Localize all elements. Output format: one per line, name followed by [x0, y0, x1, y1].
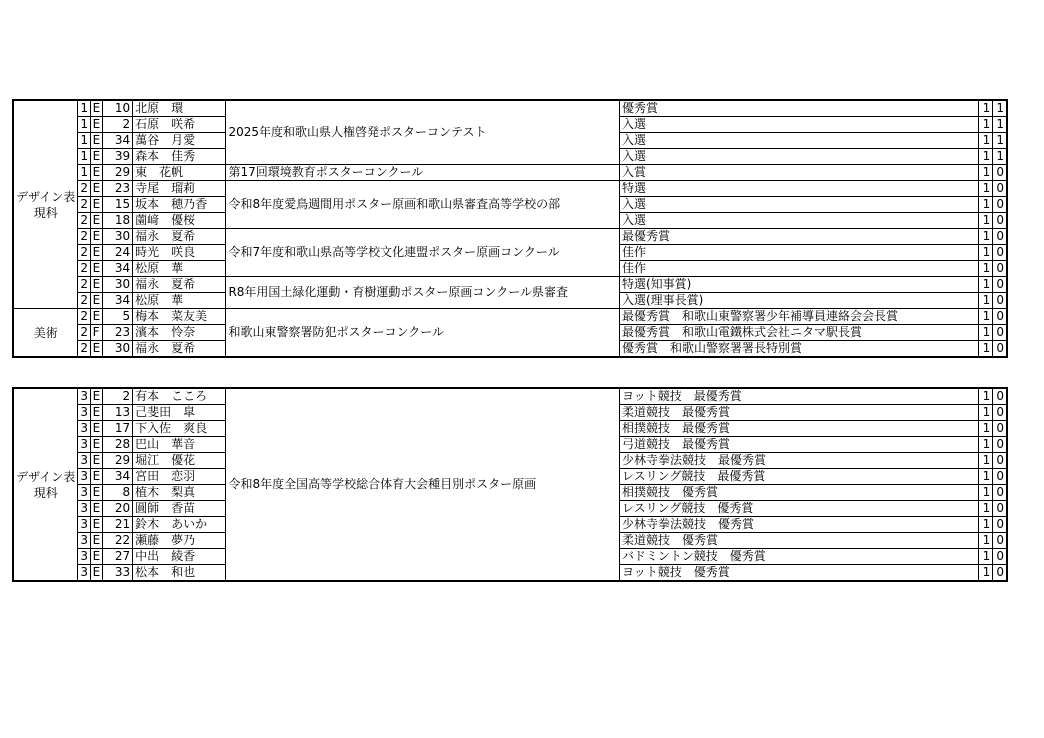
student-number-cell: 18 — [102, 213, 132, 229]
award-cell: 入選(理事長賞) — [619, 293, 978, 309]
student-number-cell: 29 — [102, 453, 132, 469]
student-name-cell: 堀江 優花 — [133, 453, 226, 469]
grade-cell: 3 — [78, 453, 90, 469]
award-cell: ヨット競技 優秀賞 — [619, 565, 978, 582]
award-cell: レスリング競技 優秀賞 — [619, 501, 978, 517]
table-row — [13, 229, 1007, 245]
student-number-cell: 24 — [102, 245, 132, 261]
flag-2-cell: 0 — [993, 501, 1007, 517]
grade-cell: 3 — [78, 405, 90, 421]
student-name-cell: 有本 こころ — [133, 388, 226, 405]
flag-1-cell: 1 — [979, 165, 993, 181]
student-name-cell: 圓師 香苗 — [133, 501, 226, 517]
flag-1-cell: 1 — [979, 469, 993, 485]
award-cell: 特選 — [619, 181, 978, 197]
student-number-cell: 29 — [102, 165, 132, 181]
class-cell: E — [90, 309, 102, 325]
grade-cell: 3 — [78, 517, 90, 533]
student-number-cell: 28 — [102, 437, 132, 453]
student-number-cell: 30 — [102, 229, 132, 245]
flag-1-cell: 1 — [979, 501, 993, 517]
flag-1-cell: 1 — [979, 405, 993, 421]
flag-1-cell: 1 — [979, 245, 993, 261]
award-cell: 少林寺拳法競技 最優秀賞 — [619, 453, 978, 469]
student-number-cell: 2 — [102, 388, 132, 405]
class-cell: E — [90, 197, 102, 213]
student-name-cell: 宮田 恋羽 — [133, 469, 226, 485]
contest-name-cell: 和歌山東警察署防犯ポスターコンクール — [226, 309, 620, 358]
grade-cell: 2 — [78, 293, 90, 309]
flag-1-cell: 1 — [979, 437, 993, 453]
award-cell: 入選 — [619, 117, 978, 133]
flag-1-cell: 1 — [979, 261, 993, 277]
contest-name-cell: 第17回環境教育ポスターコンクール — [226, 165, 620, 181]
flag-2-cell: 0 — [993, 197, 1007, 213]
flag-2-cell: 0 — [993, 229, 1007, 245]
grade-cell: 3 — [78, 469, 90, 485]
class-cell: E — [90, 277, 102, 293]
department-cell: デザイン表現科 — [13, 100, 78, 309]
student-name-cell: 森本 佳秀 — [133, 149, 226, 165]
student-name-cell: 松原 華 — [133, 293, 226, 309]
class-cell: E — [90, 165, 102, 181]
student-name-cell: 寺尾 瑠莉 — [133, 181, 226, 197]
award-cell: 最優秀賞 和歌山電鐵株式会社ニタマ駅長賞 — [619, 325, 978, 341]
flag-2-cell: 1 — [993, 100, 1007, 117]
grade-cell: 2 — [78, 277, 90, 293]
student-number-cell: 34 — [102, 261, 132, 277]
award-cell: 佳作 — [619, 261, 978, 277]
awards-table-2 — [12, 387, 1008, 582]
student-name-cell: 松原 華 — [133, 261, 226, 277]
student-number-cell: 2 — [102, 117, 132, 133]
contest-name-cell: 令和8年度全国高等学校総合体育大会種目別ポスター原画 — [226, 388, 620, 581]
award-cell: 入賞 — [619, 165, 978, 181]
flag-2-cell: 0 — [993, 565, 1007, 582]
flag-2-cell: 1 — [993, 149, 1007, 165]
department-cell: デザイン表現科 — [13, 388, 78, 581]
flag-2-cell: 0 — [993, 469, 1007, 485]
flag-2-cell: 0 — [993, 325, 1007, 341]
class-cell: E — [90, 213, 102, 229]
class-cell: E — [90, 117, 102, 133]
flag-2-cell: 0 — [993, 388, 1007, 405]
table-row — [13, 165, 1007, 181]
class-cell: E — [90, 405, 102, 421]
grade-cell: 3 — [78, 485, 90, 501]
student-number-cell: 13 — [102, 405, 132, 421]
student-number-cell: 33 — [102, 565, 132, 582]
student-name-cell: 中出 綾香 — [133, 549, 226, 565]
flag-2-cell: 0 — [993, 165, 1007, 181]
flag-2-cell: 0 — [993, 517, 1007, 533]
grade-cell: 3 — [78, 501, 90, 517]
flag-1-cell: 1 — [979, 485, 993, 501]
awards-table-1-body — [13, 100, 1007, 357]
class-cell: E — [90, 133, 102, 149]
flag-2-cell: 1 — [993, 117, 1007, 133]
award-cell: 弓道競技 最優秀賞 — [619, 437, 978, 453]
flag-1-cell: 1 — [979, 325, 993, 341]
class-cell: E — [90, 469, 102, 485]
flag-1-cell: 1 — [979, 421, 993, 437]
award-cell: 入選 — [619, 197, 978, 213]
grade-cell: 3 — [78, 549, 90, 565]
flag-1-cell: 1 — [979, 533, 993, 549]
award-cell: 相撲競技 優秀賞 — [619, 485, 978, 501]
flag-1-cell: 1 — [979, 133, 993, 149]
student-number-cell: 30 — [102, 341, 132, 358]
flag-2-cell: 0 — [993, 453, 1007, 469]
student-name-cell: 薗﨑 優桜 — [133, 213, 226, 229]
grade-cell: 1 — [78, 100, 90, 117]
flag-2-cell: 0 — [993, 405, 1007, 421]
class-cell: E — [90, 421, 102, 437]
student-number-cell: 23 — [102, 181, 132, 197]
student-number-cell: 23 — [102, 325, 132, 341]
grade-cell: 3 — [78, 437, 90, 453]
student-name-cell: 梅本 菜友美 — [133, 309, 226, 325]
grade-cell: 2 — [78, 261, 90, 277]
award-cell: 入選 — [619, 133, 978, 149]
student-number-cell: 20 — [102, 501, 132, 517]
student-name-cell: 巴山 華音 — [133, 437, 226, 453]
award-cell: 柔道競技 優秀賞 — [619, 533, 978, 549]
student-name-cell: 萬谷 月愛 — [133, 133, 226, 149]
class-cell: E — [90, 517, 102, 533]
flag-2-cell: 0 — [993, 277, 1007, 293]
grade-cell: 1 — [78, 165, 90, 181]
flag-2-cell: 0 — [993, 245, 1007, 261]
flag-1-cell: 1 — [979, 213, 993, 229]
student-name-cell: 鈴木 あいか — [133, 517, 226, 533]
student-number-cell: 10 — [102, 100, 132, 117]
grade-cell: 1 — [78, 117, 90, 133]
flag-1-cell: 1 — [979, 149, 993, 165]
class-cell: E — [90, 229, 102, 245]
table-row — [13, 388, 1007, 405]
class-cell: E — [90, 388, 102, 405]
award-cell: 少林寺拳法競技 優秀賞 — [619, 517, 978, 533]
flag-2-cell: 0 — [993, 341, 1007, 358]
table-row — [13, 277, 1007, 293]
award-cell: 佳作 — [619, 245, 978, 261]
student-name-cell: 福永 夏希 — [133, 341, 226, 358]
student-number-cell: 15 — [102, 197, 132, 213]
flag-2-cell: 0 — [993, 421, 1007, 437]
class-cell: F — [90, 325, 102, 341]
award-cell: 優秀賞 — [619, 100, 978, 117]
student-name-cell: 植木 梨真 — [133, 485, 226, 501]
table-row — [13, 100, 1007, 117]
class-cell: E — [90, 293, 102, 309]
student-number-cell: 17 — [102, 421, 132, 437]
student-name-cell: 時光 咲良 — [133, 245, 226, 261]
contest-name-cell: 2025年度和歌山県人権啓発ポスターコンテスト — [226, 100, 620, 165]
class-cell: E — [90, 549, 102, 565]
student-name-cell: 坂本 穂乃香 — [133, 197, 226, 213]
student-number-cell: 22 — [102, 533, 132, 549]
flag-2-cell: 0 — [993, 181, 1007, 197]
flag-1-cell: 1 — [979, 181, 993, 197]
student-name-cell: 石原 咲希 — [133, 117, 226, 133]
flag-2-cell: 0 — [993, 293, 1007, 309]
student-number-cell: 34 — [102, 133, 132, 149]
grade-cell: 2 — [78, 213, 90, 229]
class-cell: E — [90, 100, 102, 117]
class-cell: E — [90, 245, 102, 261]
award-cell: 優秀賞 和歌山警察署署長特別賞 — [619, 341, 978, 358]
class-cell: E — [90, 501, 102, 517]
grade-cell: 2 — [78, 245, 90, 261]
department-cell: 美術 — [13, 309, 78, 358]
flag-2-cell: 0 — [993, 533, 1007, 549]
grade-cell: 2 — [78, 229, 90, 245]
flag-2-cell: 1 — [993, 133, 1007, 149]
award-cell: 柔道競技 最優秀賞 — [619, 405, 978, 421]
class-cell: E — [90, 341, 102, 358]
student-name-cell: 北原 環 — [133, 100, 226, 117]
award-cell: 特選(知事賞) — [619, 277, 978, 293]
grade-cell: 2 — [78, 309, 90, 325]
grade-cell: 2 — [78, 181, 90, 197]
flag-1-cell: 1 — [979, 517, 993, 533]
class-cell: E — [90, 181, 102, 197]
flag-2-cell: 0 — [993, 485, 1007, 501]
contest-name-cell: R8年用国土緑化運動・育樹運動ポスター原画コンクール県審査 — [226, 277, 620, 309]
student-name-cell: 東 花帆 — [133, 165, 226, 181]
student-number-cell: 30 — [102, 277, 132, 293]
student-number-cell: 5 — [102, 309, 132, 325]
grade-cell: 1 — [78, 133, 90, 149]
grade-cell: 2 — [78, 341, 90, 358]
flag-1-cell: 1 — [979, 100, 993, 117]
student-number-cell: 39 — [102, 149, 132, 165]
flag-2-cell: 0 — [993, 309, 1007, 325]
flag-1-cell: 1 — [979, 229, 993, 245]
student-name-cell: 己斐田 皐 — [133, 405, 226, 421]
awards-table-2-body — [13, 388, 1007, 581]
table-row — [13, 309, 1007, 325]
flag-2-cell: 0 — [993, 437, 1007, 453]
award-cell: 相撲競技 最優秀賞 — [619, 421, 978, 437]
class-cell: E — [90, 261, 102, 277]
grade-cell: 3 — [78, 388, 90, 405]
flag-1-cell: 1 — [979, 341, 993, 358]
flag-1-cell: 1 — [979, 549, 993, 565]
class-cell: E — [90, 453, 102, 469]
student-name-cell: 福永 夏希 — [133, 229, 226, 245]
flag-2-cell: 0 — [993, 213, 1007, 229]
award-cell: 入選 — [619, 213, 978, 229]
student-name-cell: 福永 夏希 — [133, 277, 226, 293]
award-cell: レスリング競技 最優秀賞 — [619, 469, 978, 485]
table-row — [13, 181, 1007, 197]
student-number-cell: 21 — [102, 517, 132, 533]
grade-cell: 1 — [78, 149, 90, 165]
award-cell: 入選 — [619, 149, 978, 165]
award-cell: ヨット競技 最優秀賞 — [619, 388, 978, 405]
flag-1-cell: 1 — [979, 565, 993, 582]
flag-2-cell: 0 — [993, 261, 1007, 277]
student-name-cell: 瀬藤 夢乃 — [133, 533, 226, 549]
contest-name-cell: 令和7年度和歌山県高等学校文化連盟ポスター原画コンクール — [226, 229, 620, 277]
student-number-cell: 27 — [102, 549, 132, 565]
flag-1-cell: 1 — [979, 309, 993, 325]
flag-1-cell: 1 — [979, 197, 993, 213]
student-name-cell: 下入佐 爽良 — [133, 421, 226, 437]
class-cell: E — [90, 565, 102, 582]
class-cell: E — [90, 149, 102, 165]
grade-cell: 3 — [78, 565, 90, 582]
class-cell: E — [90, 533, 102, 549]
award-cell: バドミントン競技 優秀賞 — [619, 549, 978, 565]
grade-cell: 3 — [78, 421, 90, 437]
contest-name-cell: 令和8年度愛鳥週間用ポスター原画和歌山県審査高等学校の部 — [226, 181, 620, 229]
flag-2-cell: 0 — [993, 549, 1007, 565]
award-cell: 最優秀賞 — [619, 229, 978, 245]
class-cell: E — [90, 485, 102, 501]
grade-cell: 3 — [78, 533, 90, 549]
flag-1-cell: 1 — [979, 453, 993, 469]
student-name-cell: 濱本 怜奈 — [133, 325, 226, 341]
student-number-cell: 8 — [102, 485, 132, 501]
flag-1-cell: 1 — [979, 293, 993, 309]
class-cell: E — [90, 437, 102, 453]
student-name-cell: 松本 和也 — [133, 565, 226, 582]
flag-1-cell: 1 — [979, 388, 993, 405]
grade-cell: 2 — [78, 197, 90, 213]
flag-1-cell: 1 — [979, 117, 993, 133]
awards-table-1 — [12, 99, 1008, 358]
award-cell: 最優秀賞 和歌山東警察署少年補導員連絡会会長賞 — [619, 309, 978, 325]
student-number-cell: 34 — [102, 293, 132, 309]
grade-cell: 2 — [78, 325, 90, 341]
flag-1-cell: 1 — [979, 277, 993, 293]
student-number-cell: 34 — [102, 469, 132, 485]
